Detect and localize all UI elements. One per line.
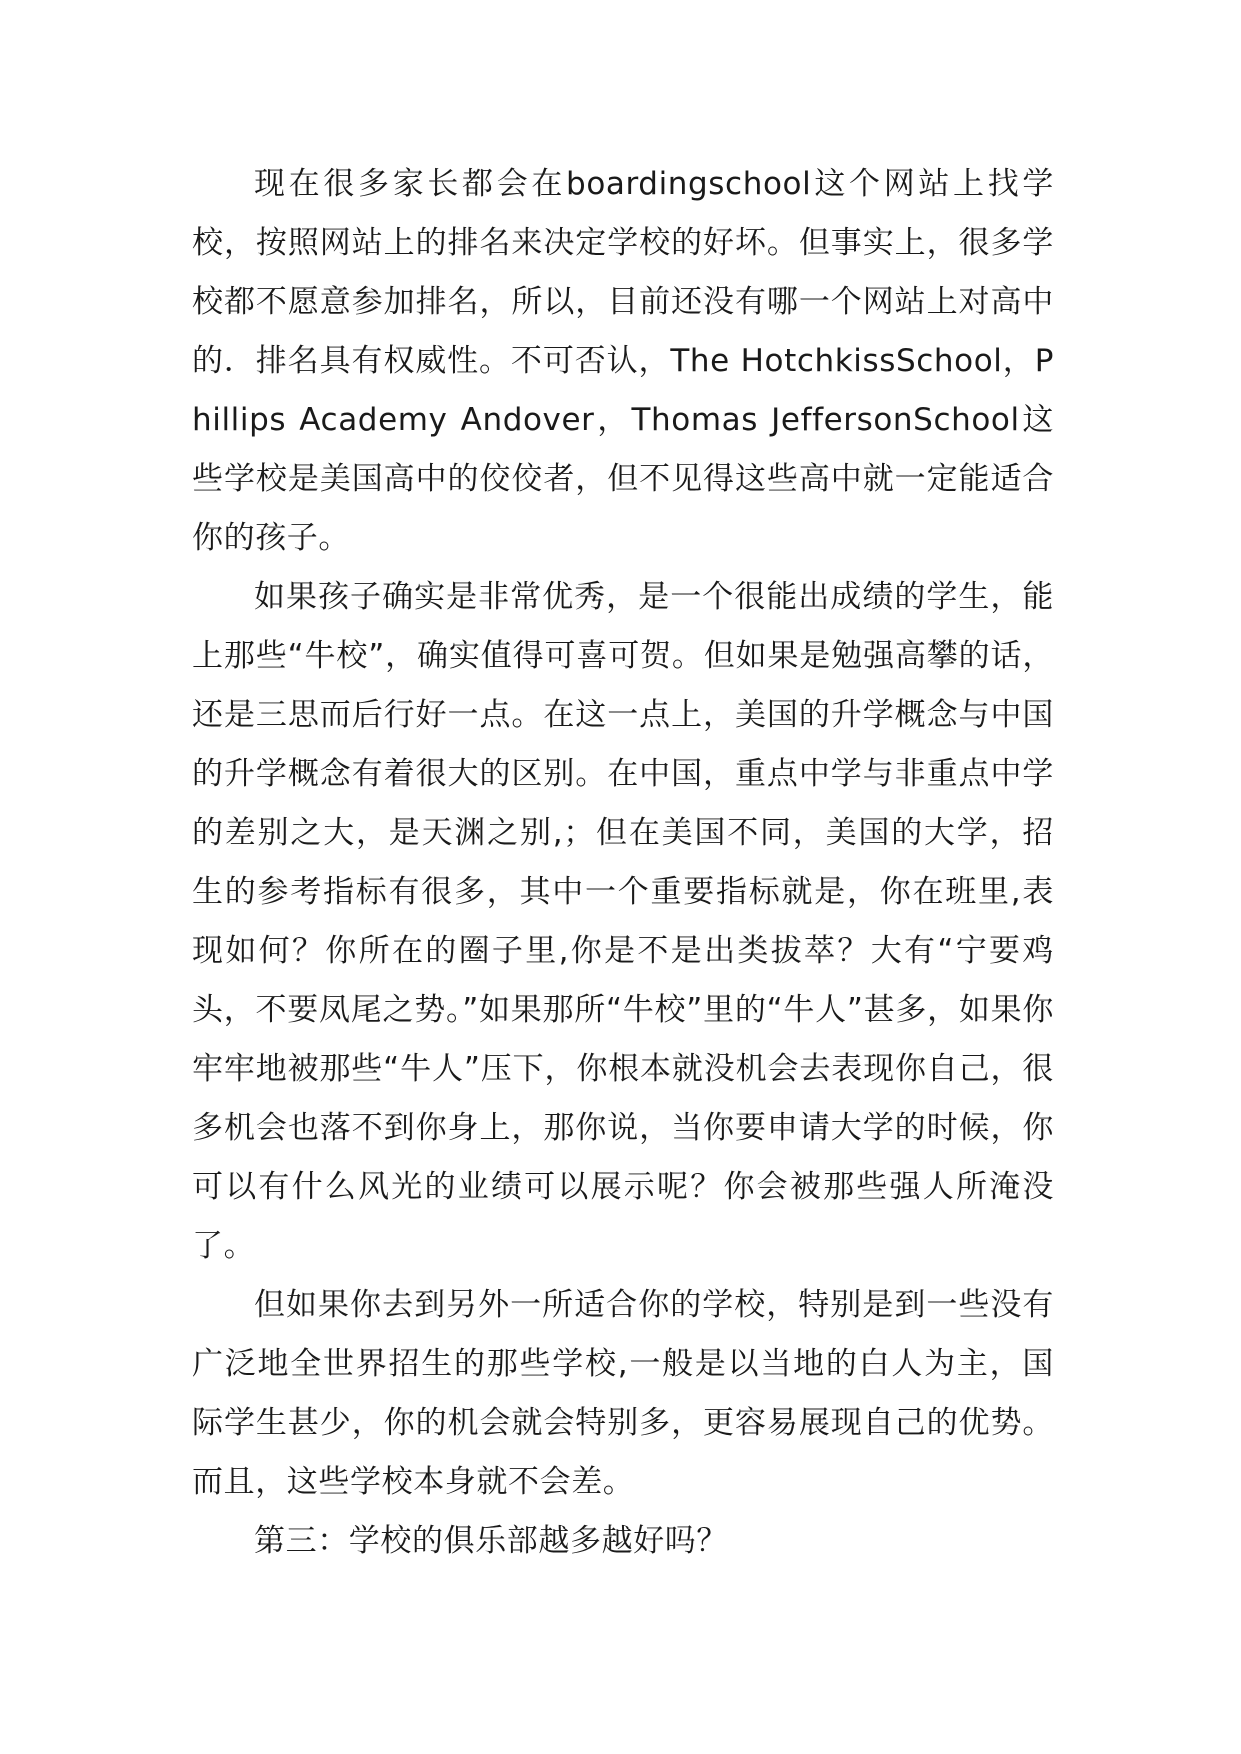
paragraph-boarding-school-rankings: 现在很多家长都会在boardingschool这个网站上找学校，按照网站上的排名来决定学校的好坏。但事实上，很多学校都不愿意参加排名，所以，目前还没有哪一个网站上对高中的．排名具有权威性。不可否认，The HotchkissSchool，Phillips Academy Andover，Thomas JeffersonSchool这些学校是美国高中的佼佼者，但不见得这些高中就一定能适合你的孩子。	[192, 166, 1054, 556]
section-heading-clubs: 第三：学校的俱乐部越多越好吗？	[254, 1523, 728, 1559]
document-page	[192, 155, 1054, 1571]
paragraph-top-school-fit: 如果孩子确实是非常优秀，是一个很能出成绩的学生，能上那些“牛校”，确实值得可喜可贺。但如果是勉强高攀的话，还是三思而后行好一点。在这一点上，美国的升学概念与中国的升学概念有着很大的区别。在中国，重点中学与非重点中学的差别之大，是天渊之别,；但在美国不同，美国的大学，招生的参考指标有很多，其中一个重要指标就是，你在班里,表现如何？你所在的圈子里,你是不是出类拔萃？大有“宁要鸡头，不要凤尾之势。”如果那所“牛校”里的“牛人”甚多，如果你牢牢地被那些“牛人”压下，你根本就没机会去表现你自己，很多机会也落不到你身上，那你说，当你要申请大学的时候，你可以有什么风光的业绩可以展示呢？你会被那些强人所淹没了。	[192, 579, 1054, 1264]
paragraph-other-schools: 但如果你去到另外一所适合你的学校，特别是到一些没有广泛地全世界招生的那些学校,一般是以当地的白人为主，国际学生甚少，你的机会就会特别多，更容易展现自己的优势。而且，这些学校本身就不会差。	[192, 1287, 1054, 1500]
